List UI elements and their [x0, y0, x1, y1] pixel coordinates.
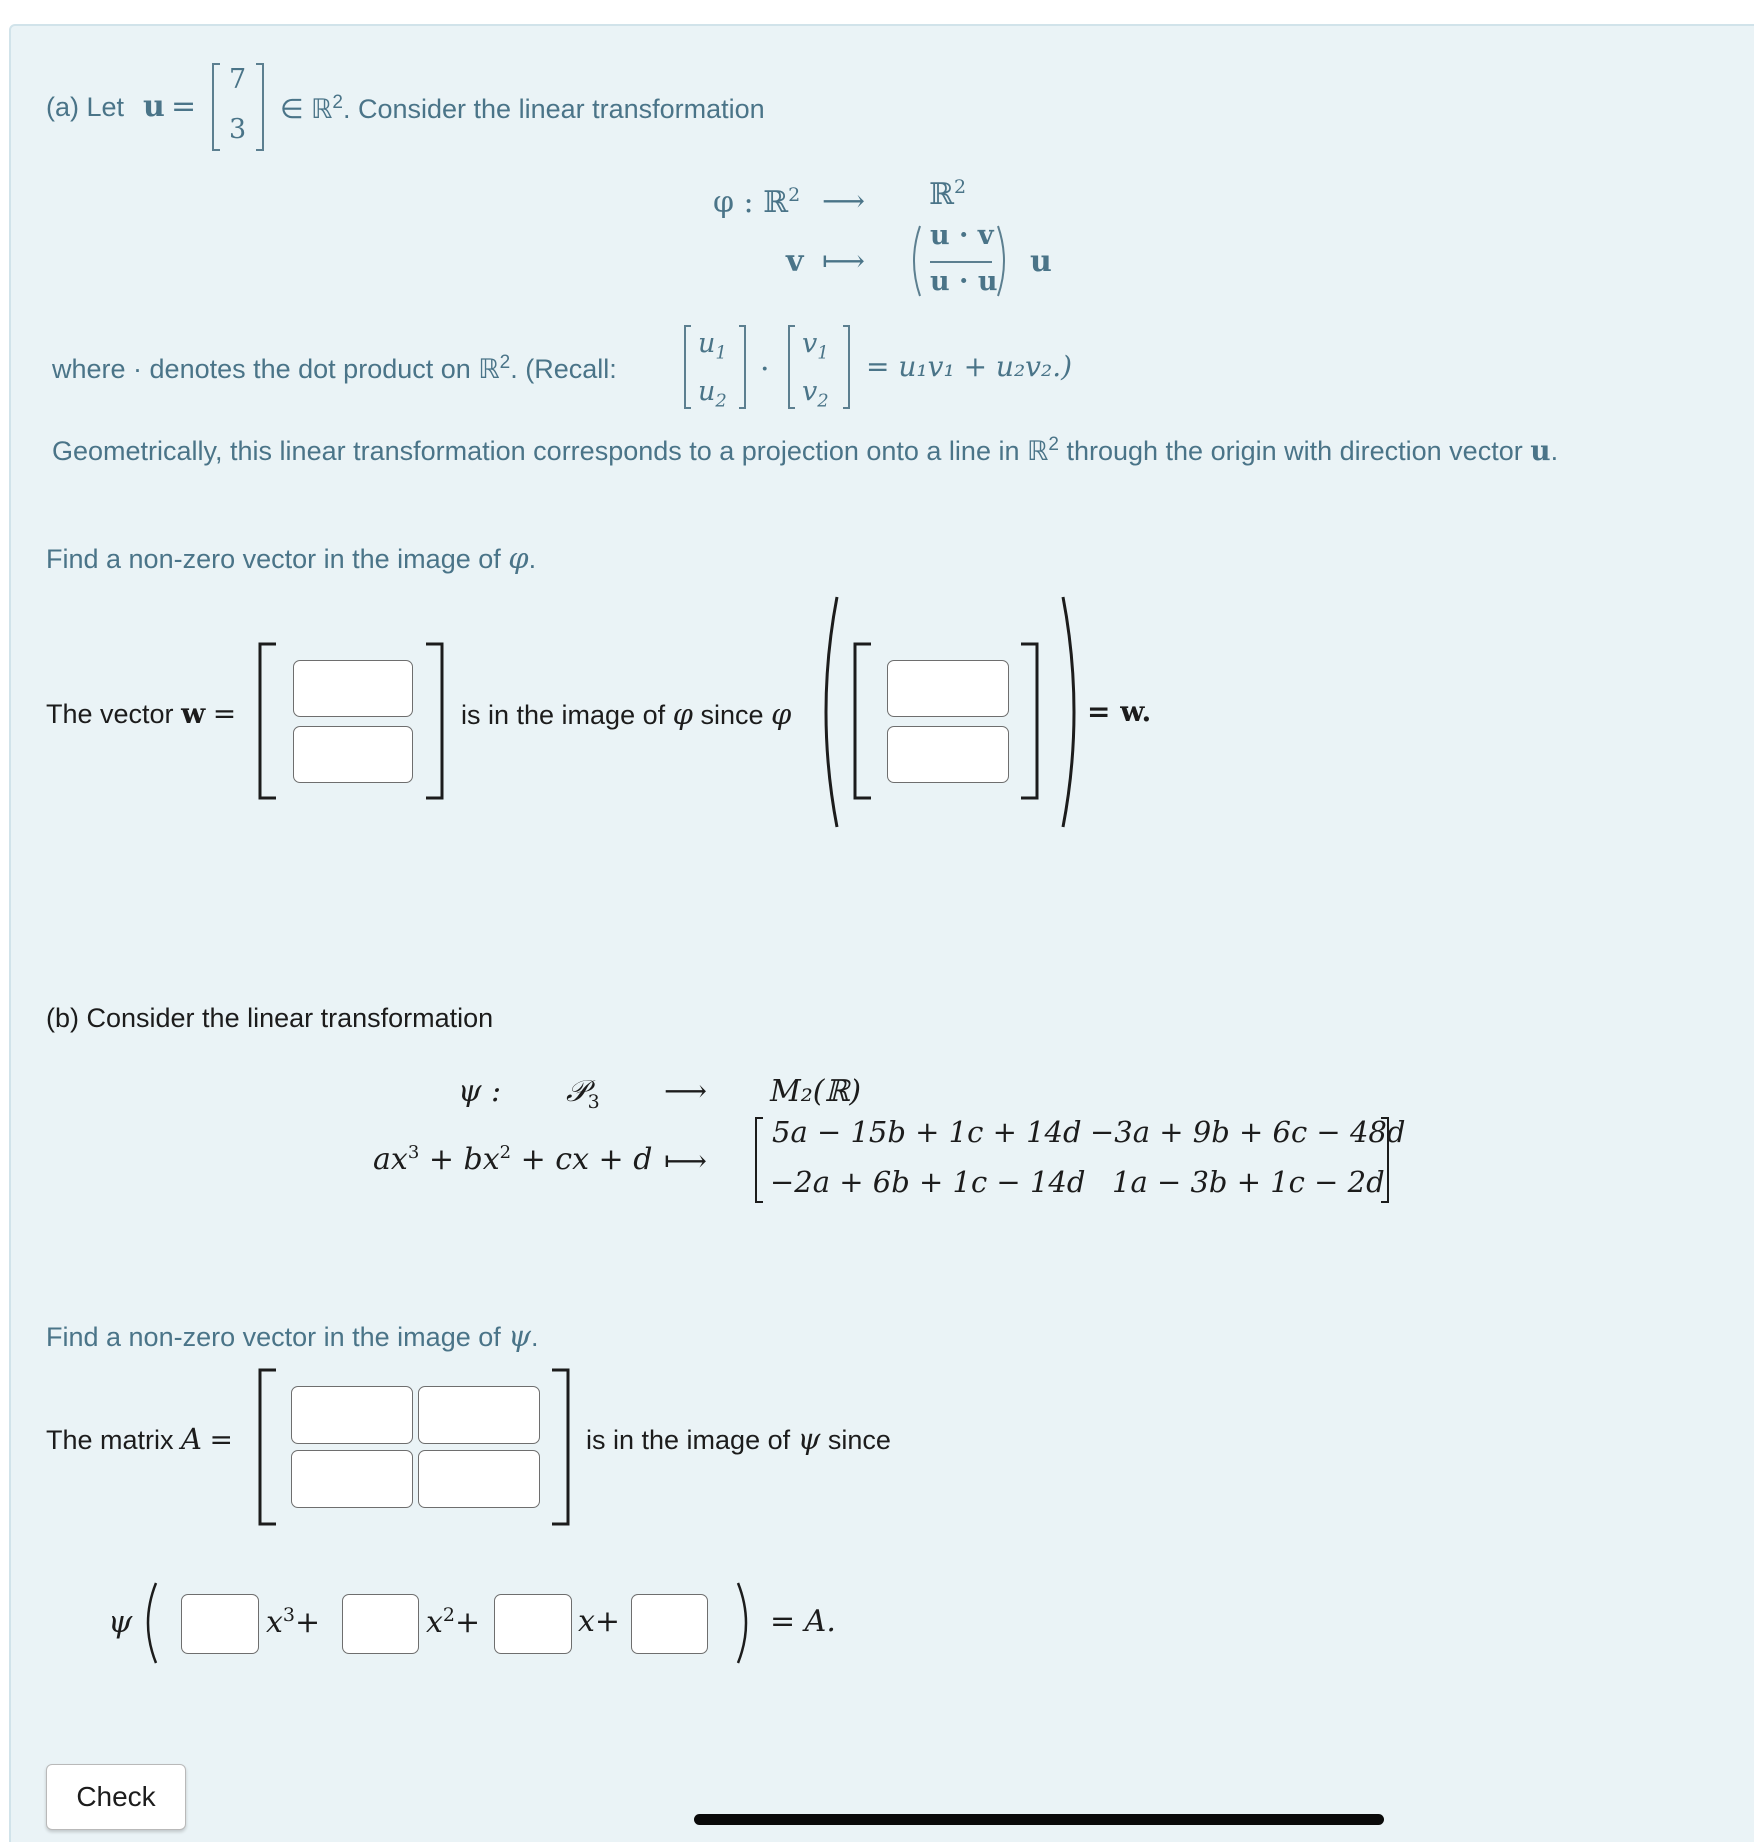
psi-matrix-cell: −3a + 9b + 6c − 48d — [1090, 1115, 1406, 1149]
phi-domain: φ : ℝ$^2$ — [713, 184, 801, 220]
w-entry-1-input[interactable] — [293, 660, 413, 717]
psi-matrix-cell: 1a − 3b + 1c − 2d — [1112, 1165, 1385, 1199]
coefficient-d-input[interactable] — [631, 1594, 708, 1654]
part-a-let-label: (a) Let — [46, 92, 125, 122]
psi-arrow: ⟶ — [664, 1074, 708, 1109]
u-entry-2: 3 — [229, 114, 247, 145]
psi-symbol: ψ — [108, 1604, 133, 1640]
recall-v1: $v_1$ — [802, 328, 829, 364]
coefficient-a-input[interactable] — [181, 1594, 259, 1654]
u-entry-1: 7 — [229, 64, 247, 95]
matrix-a-entry-12-input[interactable] — [418, 1386, 540, 1444]
recall-result: = u₁v₁ + u₂v₂.) — [866, 350, 1073, 383]
phi-result-u: u — [1030, 244, 1052, 279]
equals-w: = w. — [1087, 695, 1152, 728]
part-b-question: Find a non-zero vector in the image of ψ. — [46, 1319, 539, 1353]
phi-arrow: ⟶ — [822, 184, 866, 219]
recall-u2: $u_2$ — [698, 376, 727, 412]
phi-v: v — [786, 244, 804, 279]
psi-mapsto: ⟼ — [664, 1144, 708, 1179]
phi-codomain: ℝ$^2$ — [929, 176, 967, 212]
matrix-a-entry-11-input[interactable] — [291, 1386, 413, 1444]
home-indicator — [694, 1814, 1384, 1825]
u-equals: = — [171, 89, 197, 124]
psi-codomain: M₂(ℝ) — [770, 1074, 862, 1109]
equals-a: = A. — [770, 1604, 836, 1639]
polynomial-input: $ax^3 + bx^2$ + cx + d — [373, 1142, 653, 1177]
image-of-phi-text: is in the image of φ since φ — [461, 697, 792, 731]
coefficient-b-input[interactable] — [342, 1594, 419, 1654]
psi-label: ψ : — [458, 1074, 502, 1109]
phi-mapsto: ⟼ — [822, 244, 866, 279]
dot-product-description: where · denotes the dot product on ℝ$^2$. (Recall: — [52, 352, 617, 384]
x-squared-term: $x^2+$ — [426, 1604, 481, 1640]
recall-u1: $u_1$ — [698, 328, 727, 364]
part-b-title: (b) Consider the linear transformation — [46, 1003, 494, 1033]
psi-matrix-cell: 5a − 15b + 1c + 14d — [772, 1115, 1082, 1149]
vector-w-label: The vector w = — [46, 697, 237, 730]
w-entry-2-input[interactable] — [293, 726, 413, 783]
matrix-a-entry-21-input[interactable] — [291, 1450, 413, 1508]
psi-domain: 𝒫$_3$ — [566, 1074, 600, 1113]
image-of-psi-text: is in the image of ψ since — [586, 1422, 891, 1456]
preimage-entry-2-input[interactable] — [887, 726, 1009, 783]
question-card — [9, 24, 1754, 1842]
check-button[interactable]: Check — [46, 1764, 186, 1830]
part-a-question: Find a non-zero vector in the image of φ. — [46, 541, 537, 575]
fraction-denominator: u · u — [930, 266, 998, 297]
x-term: x+ — [578, 1604, 621, 1639]
recall-dot: · — [760, 352, 770, 387]
preimage-entry-1-input[interactable] — [887, 660, 1009, 717]
fraction-numerator: u · v — [930, 220, 994, 251]
x-cubed-term: $x^3+$ — [266, 1604, 321, 1640]
in-r2-text: ∈ ℝ$^2$. Consider the linear transformation — [280, 92, 765, 124]
u-symbol: u — [143, 89, 165, 124]
geometric-description: Geometrically, this linear transformation corresponds to a projection onto a line in ℝ$^2$ through the origin with direction vector u. — [52, 434, 1559, 467]
matrix-a-entry-22-input[interactable] — [418, 1450, 540, 1508]
psi-matrix-cell: −2a + 6b + 1c − 14d — [770, 1165, 1086, 1199]
coefficient-c-input[interactable] — [494, 1594, 572, 1654]
recall-v2: $v_2$ — [802, 376, 829, 412]
matrix-a-label: The matrix A = — [46, 1422, 233, 1456]
